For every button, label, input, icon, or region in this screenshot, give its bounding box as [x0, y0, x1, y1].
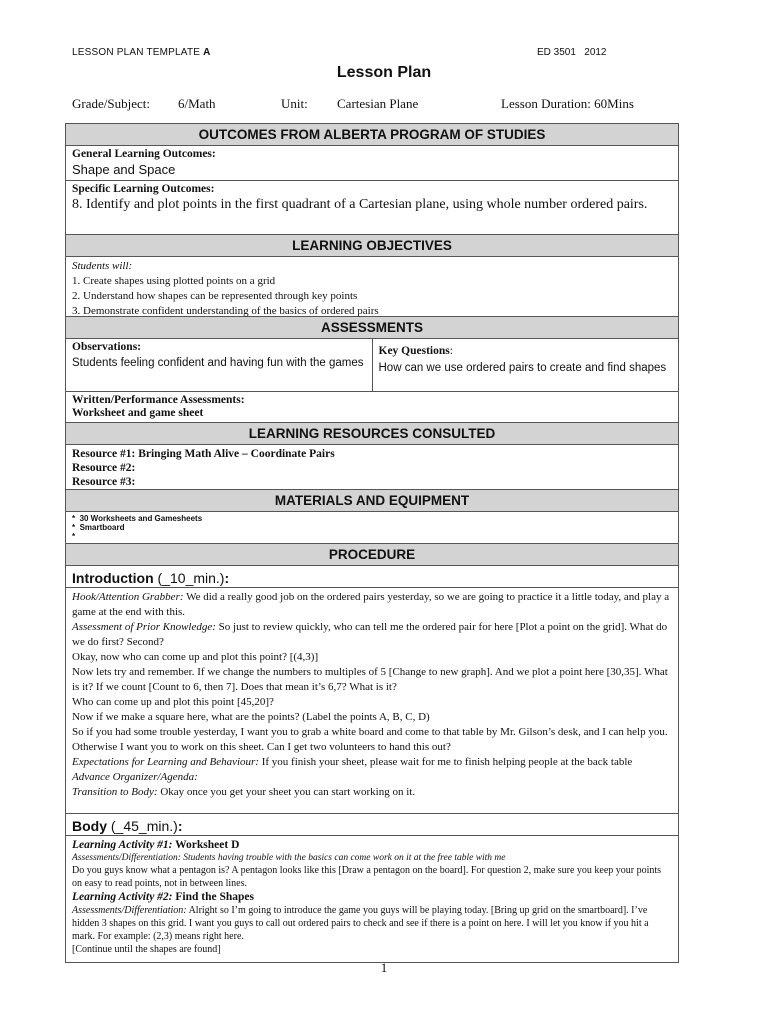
page-title: Lesson Plan [336, 64, 432, 81]
general-label: General Learning Outcomes: [72, 148, 216, 160]
body-content [66, 836, 678, 963]
grade-value: 6/Math [178, 96, 216, 111]
introduction-body [66, 588, 678, 814]
observations-value: Students feeling confident and having fun with the games [72, 357, 364, 369]
objective-item: 3. Demonstrate confident understanding of the basics of ordered pairs [72, 305, 379, 317]
lesson-table [65, 123, 679, 963]
written-assessments [66, 392, 678, 423]
resource-1: Resource #1: Bringing Math Alive – Coordinate Pairs [72, 448, 335, 460]
resources-list [66, 445, 678, 490]
assessments-heading: ASSESSMENTS [66, 317, 678, 339]
materials-heading: MATERIALS AND EQUIPMENT [66, 490, 678, 512]
observations-label: Observations: [72, 341, 141, 353]
activity-2-title: Learning Activity #2: Find the Shapes [72, 891, 254, 903]
key-questions-cell [373, 339, 679, 391]
key-questions-label: Key Questions: [378, 345, 453, 357]
materials-list [66, 512, 678, 544]
activity-1-text: Do you guys know what a pentagon is? A pentagon looks like this [Draw a pentagon on the board]. For question 2, make sure you keep your points on easy to read points, not in between lines. [72, 865, 662, 889]
objectives-intro: Students will: [72, 260, 133, 272]
resource-3: Resource #3: [72, 476, 136, 488]
prior-knowledge: Assessment of Prior Knowledge: So just to review quickly, who can tell me the ordered pair for here [Plot a point on the grid]. What do we do first? Second? [72, 621, 668, 648]
specific-value: 8. Identify and plot points in the first quadrant of a Cartesian plane, using whole number ordered pairs. [72, 197, 648, 212]
written-value: Worksheet and game sheet [72, 407, 204, 419]
procedure-line: So if you had some trouble yesterday, I want you to grab a white board and come to that table by Mr. Gilson’s desk, and I can help you. Otherwise I want you to work on this sheet. Can I get two volunteers to hand this out? [72, 726, 668, 753]
assessment-columns [66, 339, 678, 392]
procedure-line: Who can come up and plot this point [45,20]? [72, 696, 274, 708]
page-number: 1 [380, 960, 388, 975]
introduction-heading: Introduction (_10_min.): [66, 566, 678, 588]
material-item: * Smartboard [72, 523, 125, 532]
resource-2: Resource #2: [72, 462, 136, 474]
key-questions-value: How can we use ordered pairs to create and find shapes [378, 362, 667, 374]
course-code: ED 3501 2012 [537, 47, 607, 58]
objective-item: 2. Understand how shapes can be represented through key points [72, 290, 358, 302]
expectations: Expectations for Learning and Behaviour: If you finish your sheet, please wait for me to finish helping people at the back table [72, 756, 633, 768]
duration: Lesson Duration: 60Mins [501, 96, 634, 111]
grade-label: Grade/Subject: [72, 96, 150, 111]
resources-heading: LEARNING RESOURCES CONSULTED [66, 423, 678, 445]
activity-1-title: Learning Activity #1: Worksheet D [72, 839, 240, 851]
objectives-heading: LEARNING OBJECTIVES [66, 235, 678, 257]
specific-outcomes [66, 181, 678, 235]
activity-2-end: [Continue until the shapes are found] [72, 944, 221, 955]
activity-1-diff: Assessments/Differentiation: Students having trouble with the basics can come work on it at the free table with me [72, 853, 506, 863]
written-label: Written/Performance Assessments: [72, 394, 245, 406]
procedure-line: Okay, now who can come up and plot this point? [(4,3)] [72, 651, 319, 663]
template-label: LESSON PLAN TEMPLATE A [72, 47, 211, 58]
objective-item: 1. Create shapes using plotted points on a grid [72, 275, 276, 287]
advance-organizer: Advance Organizer/Agenda: [72, 771, 198, 783]
general-outcomes [66, 146, 678, 181]
procedure-line: Now lets try and remember. If we change the numbers to multiples of 5 [Change to new graph]. And we plot a point here [30,35]. What is it? If we count [Count to 6, then 7]. Does that mean it’s 6,7? What is it? [72, 666, 668, 693]
outcomes-heading: OUTCOMES FROM ALBERTA PROGRAM OF STUDIES [66, 124, 678, 146]
specific-label: Specific Learning Outcomes: [72, 183, 215, 195]
transition: Transition to Body: Okay once you get your sheet you can start working on it. [72, 786, 416, 798]
procedure-line: Now if we make a square here, what are the points? (Label the points A, B, C, D) [72, 711, 430, 723]
general-value: Shape and Space [72, 162, 176, 177]
unit-value: Cartesian Plane [337, 96, 419, 111]
activity-2-text: Assessments/Differentiation: Alright so I’m going to introduce the game you guys will be playing today. [Bring up grid on the smartboard]. I’ve hidden 3 shapes on this grid. I want you guys to call out ordered pairs to check and see if there is a point on here. I will let you know if you hit a mark. For example: (2,3) means right here. [72, 905, 649, 942]
observations-cell [66, 339, 373, 391]
material-item: * 30 Worksheets and Gamesheets [72, 514, 203, 523]
material-item: * [72, 532, 78, 541]
hook: Hook/Attention Grabber: We did a really good job on the ordered pairs yesterday, so we are going to practice it a little today, and play a game at the end with this. [72, 591, 670, 618]
objectives-list [66, 257, 678, 317]
body-heading: Body (_45_min.): [66, 814, 678, 836]
procedure-heading: PROCEDURE [66, 544, 678, 566]
unit-label: Unit: [281, 96, 308, 111]
